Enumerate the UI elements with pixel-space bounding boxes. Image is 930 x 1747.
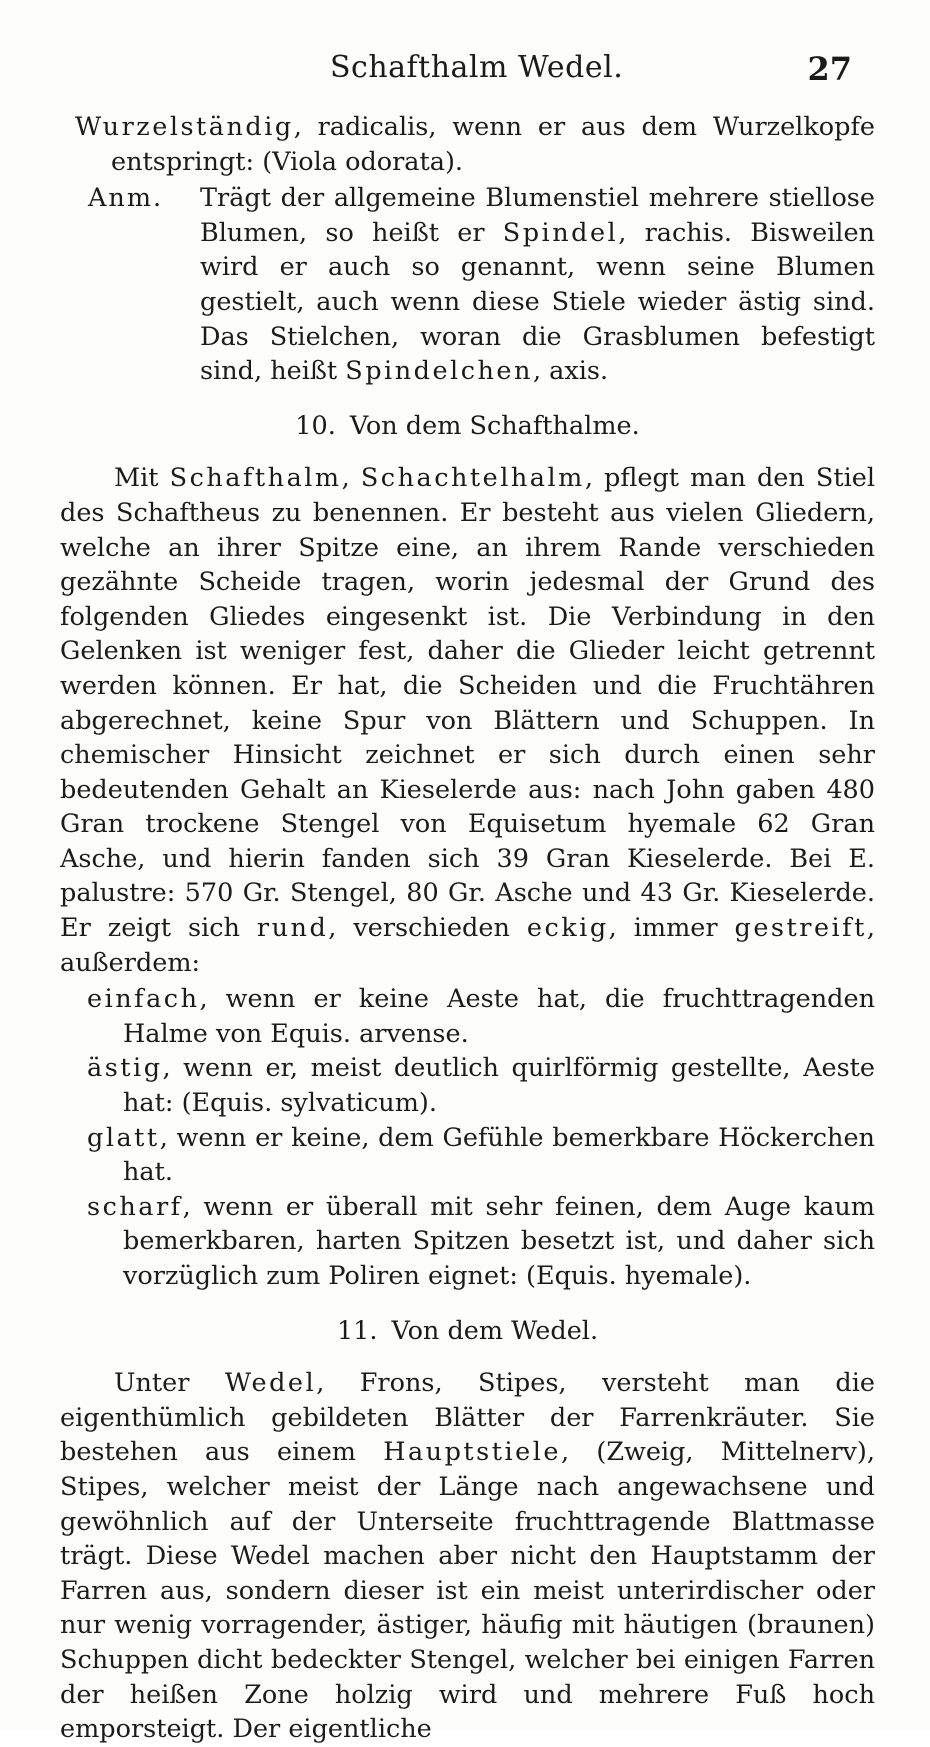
running-head: Schafthalm Wedel. (330, 50, 624, 85)
section-heading-10 (60, 409, 875, 444)
definition-glatt (87, 1121, 875, 1190)
term-wurzelstaendig: Wurzelständig (75, 112, 294, 142)
term-aestig: ästig (87, 1053, 163, 1084)
page-number: 27 (807, 50, 852, 88)
definition-scharf (87, 1190, 875, 1294)
para11-text-3: , (Zweig, Mittelnerv), Stipes, welcher meist der Länge nach angewachsene und gewöhnlich auf der Unterseite fruchttragende Blattmasse trägt. Diese Wedel machen aber nicht den Hauptstamm der Farren aus, sondern dieser ist ein meist unterirdischer oder nur wenig vorragender, ästiger, häufig mit häutigen (braunen) Schuppen dicht bedeckter Stengel, welcher bei einigen Farren der heißen Zone holzig wird und mehrere Fuß hoch emporsteigt. Der eigentliche (60, 1437, 875, 1745)
section-heading-11 (60, 1314, 875, 1349)
definition-text: , wenn er überall mit sehr feinen, dem Auge kaum bemerkbaren, harten Spitzen besetzt ist, und daher sich vorzüglich zum Poliren eignet: (Equis. hyemale). (123, 1191, 875, 1291)
term-scharf: scharf (87, 1191, 183, 1222)
para11-text-1: Unter (114, 1368, 225, 1399)
term-eckig: eckig (526, 913, 609, 944)
term-spindelchen: Spindelchen (345, 356, 533, 387)
term-schachtelhalm: Schachtelhalm (360, 463, 585, 494)
term-schafthalm: Schafthalm (169, 463, 342, 494)
para11-text-2: , Frons, Stipes, versteht man die eigenthümlich gebildeten Blätter der Farrenkräuter. Sie bestehen aus einem (60, 1368, 875, 1468)
annotation-block (88, 181, 875, 389)
page-header (0, 50, 930, 90)
section-title-11: Von dem Wedel. (391, 1315, 599, 1346)
annotation-text-1: Trägt der allgemeine Blumenstiel mehrere stiellose Blumen, so heißt er (200, 183, 875, 248)
annotation-text-2: , rachis. Bisweilen wird er auch so genannt, wenn seine Blumen gestielt, auch wenn diese Stiele wieder ästig sind. Das Stielchen, woran die Grasblumen befestigt sind, heißt (200, 217, 875, 387)
para10-text-3: , pflegt man den Stiel des Schaftheus zu benennen. Er besteht aus vielen Gliedern, welche an ihrer Spitze eine, an ihrem Rande verschieden gezähnte Scheide tragen, worin jedesmal der Grund des folgenden Gliedes eingesenkt ist. Die Verbindung in den Gelenken ist weniger fest, daher die Glieder leicht getrennt werden können. Er hat, die Scheiden und die Fruchtähren abgerechnet, keine Spur von Blättern und Schuppen. In chemischer Hinsicht zeichnet er sich durch einen sehr bedeutenden Gehalt an Kieselerde aus: nach John gaben 480 Gran trockene Stengel von Equisetum hyemale 62 Gran Asche, und hierin fanden sich 39 Gran Kieselerde. Bei E. palustre: 570 Gr. Stengel, 80 Gr. Asche und 43 Gr. Kieselerde. Er zeigt sich (60, 463, 875, 944)
definition-text: , wenn er keine, dem Gefühle bemerkbare Höckerchen hat. (123, 1122, 875, 1188)
term-gestreift: gestreift (734, 913, 867, 944)
definition-text: , radicalis, wenn er aus dem Wurzelkopfe entspringt: (Viola odorata). (111, 112, 875, 177)
annotation-text-3: , axis. (532, 356, 609, 387)
section-number-11: 11. (336, 1315, 378, 1346)
definition-einfach (87, 982, 875, 1051)
term-einfach: einfach (87, 984, 200, 1015)
term-spindel: Spindel (502, 217, 619, 248)
annotation-label: Anm. (88, 183, 164, 214)
paragraph-wedel (60, 1366, 875, 1747)
definition-text: , wenn er, meist deutlich quirlförmig gestellte, Aeste hat: (Equis. sylvaticum). (123, 1053, 875, 1119)
term-glatt: glatt (87, 1122, 160, 1153)
page-body (60, 110, 875, 1747)
para10-text-4: , verschieden (328, 913, 527, 944)
para10-text-1: Mit (114, 463, 170, 494)
term-hauptstiele: Hauptstiele (383, 1437, 561, 1468)
definition-wurzelstaendig (75, 110, 875, 179)
para10-text-5: , immer (608, 913, 735, 944)
annotation-text (200, 181, 875, 389)
section-title-10: Von dem Schafthalme. (349, 410, 640, 441)
para10-text-2: , (341, 463, 361, 494)
definition-text: , wenn er keine Aeste hat, die fruchttragenden Halme von Equis. arvense. (123, 984, 875, 1049)
section-number-10: 10. (295, 410, 336, 441)
paragraph-schafthalm (60, 461, 875, 980)
definition-aestig (87, 1051, 875, 1120)
term-wedel: Wedel (224, 1368, 317, 1399)
para10-text-6: , außerdem: (60, 913, 875, 978)
term-rund: rund (256, 913, 329, 944)
